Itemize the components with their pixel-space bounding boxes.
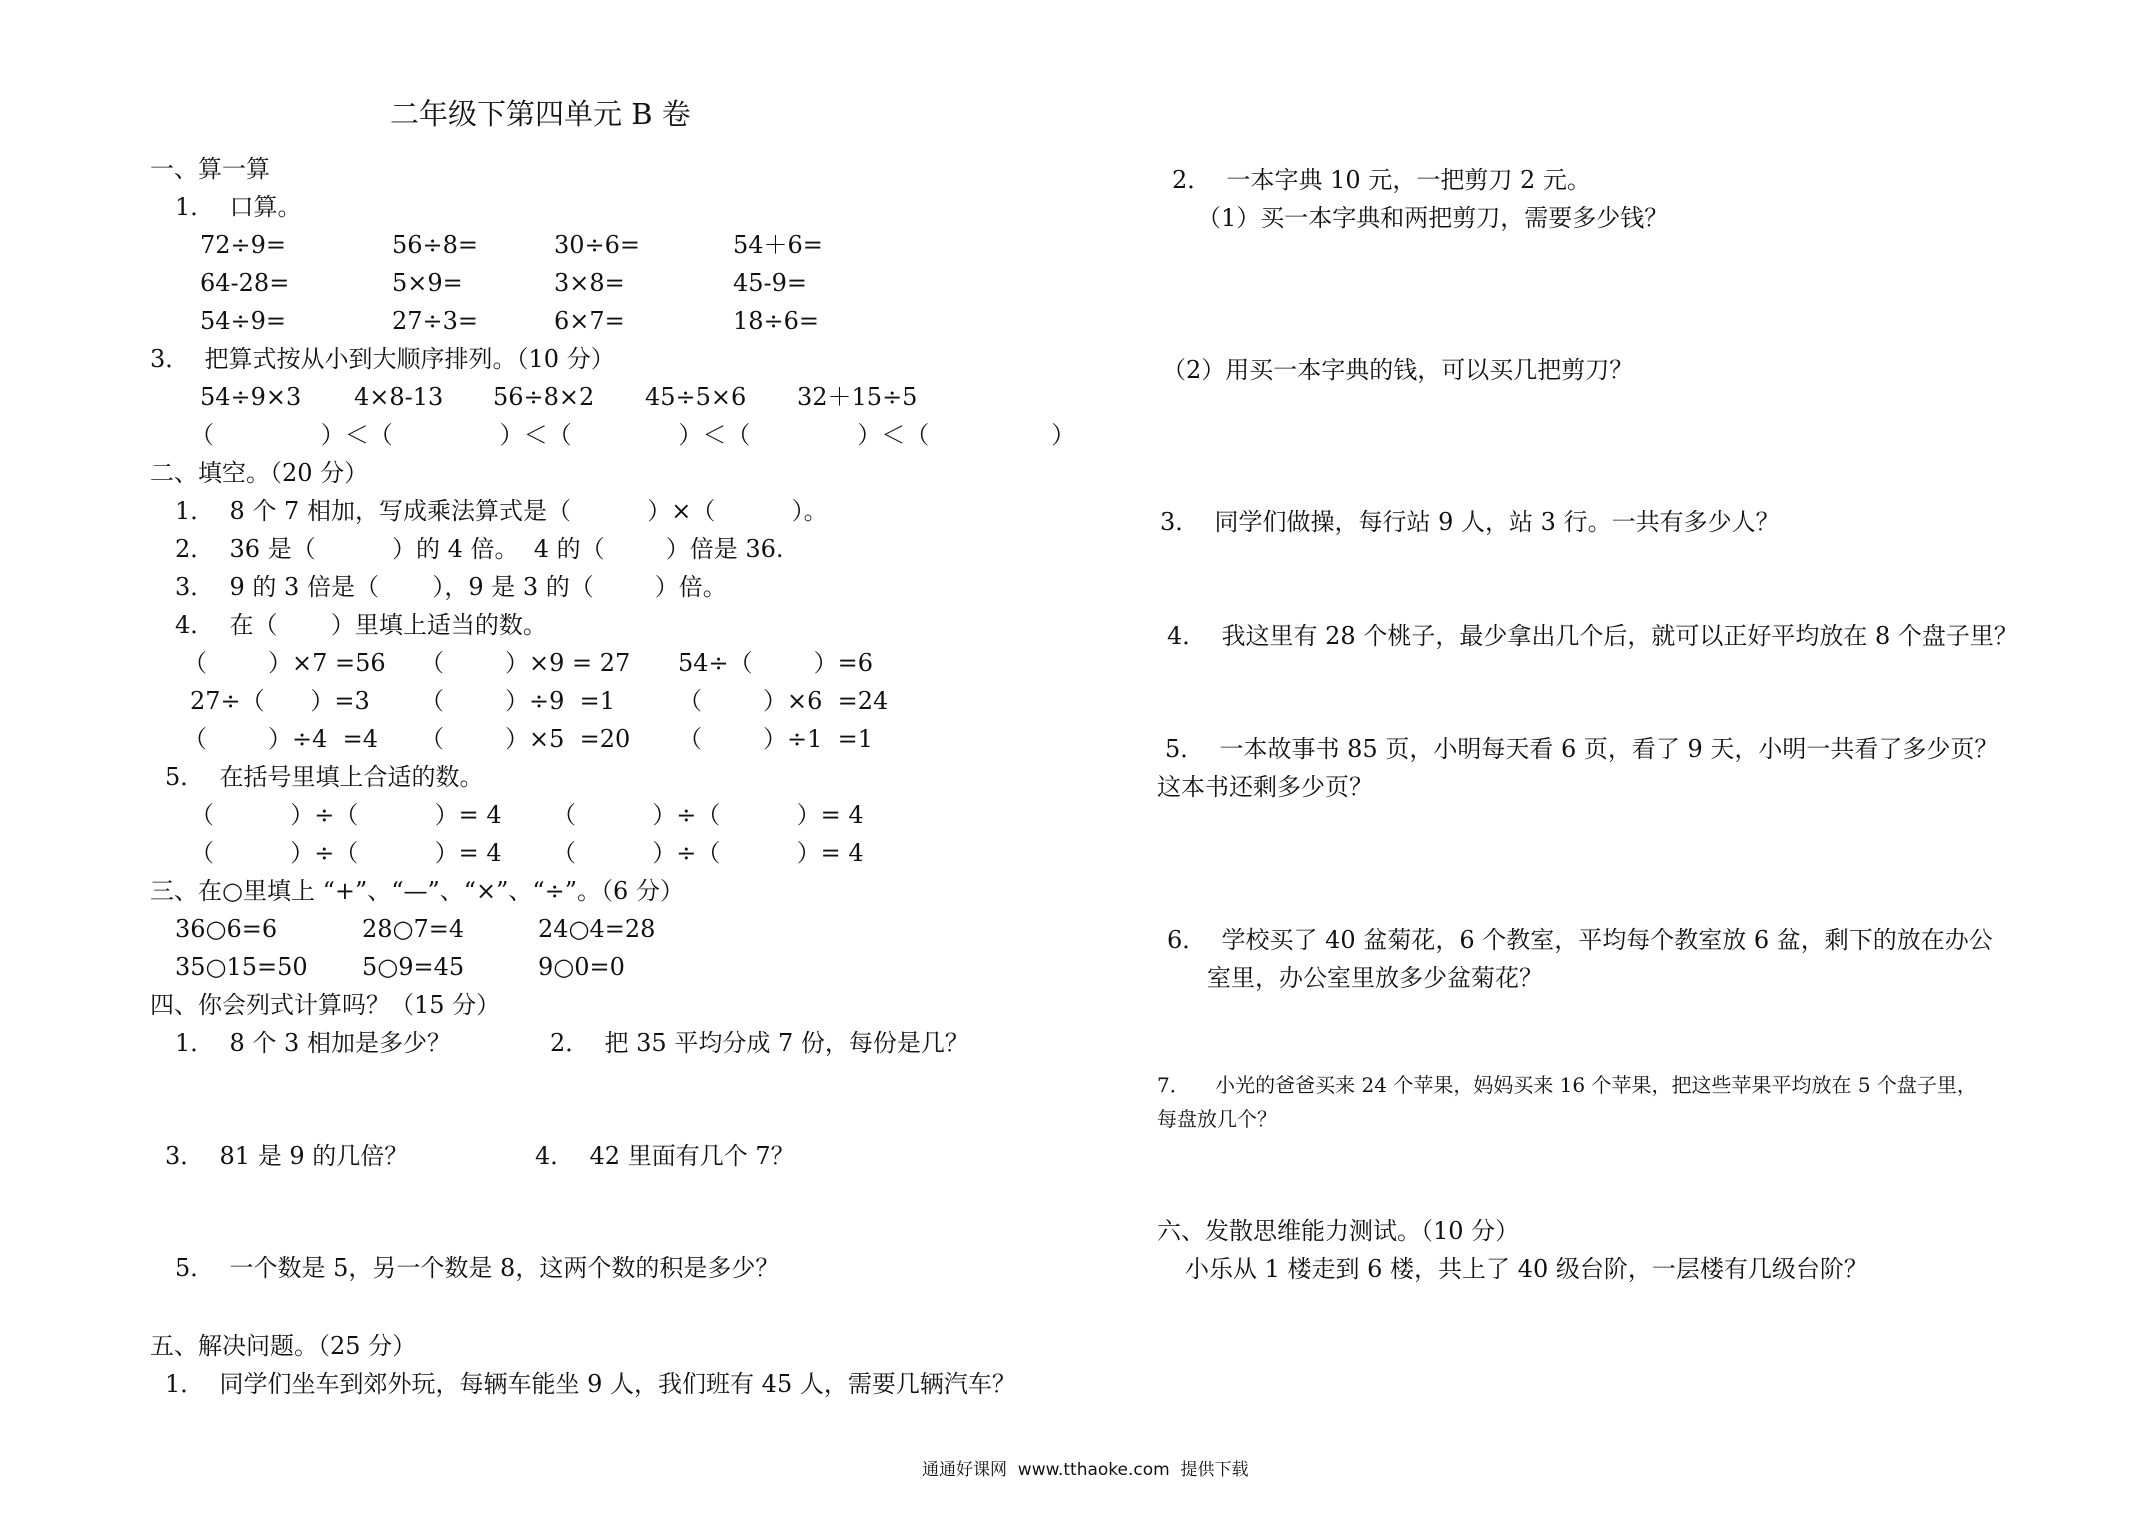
worksheet-line: 2． 一本字典 10 元，一把剪刀 2 元。: [1172, 166, 1591, 194]
worksheet-line: 35○15=50: [175, 953, 308, 981]
worksheet-line: 5○9=45: [362, 953, 465, 981]
worksheet-line: 56÷8×2: [493, 383, 595, 411]
worksheet-line: （ ）×6 =24: [678, 687, 889, 715]
worksheet-line: 9○0=0: [538, 953, 625, 981]
worksheet-line: 36○6=6: [175, 915, 278, 943]
worksheet-line: 二、填空。（20 分）: [150, 459, 369, 487]
worksheet-line: 每盘放几个？: [1157, 1107, 1277, 1131]
worksheet-line: 28○7=4: [362, 915, 465, 943]
worksheet-line: （ ）÷（ ）= 4: [552, 801, 864, 829]
worksheet-line: （ ）÷9 =1: [420, 687, 616, 715]
footer-text: 通通好课网 www.tthaoke.com 提供下载: [922, 1460, 1249, 1480]
worksheet-line: 1． 8 个 7 相加，写成乘法算式是（ ）×（ ）。: [175, 497, 828, 525]
worksheet-line: 4×8-13: [354, 383, 444, 411]
worksheet-line: 3． 81 是 9 的几倍？: [165, 1142, 409, 1170]
worksheet-line: 4． 在（ ）里填上适当的数。: [175, 611, 547, 639]
worksheet-line: 这本书还剩多少页？: [1157, 773, 1373, 801]
worksheet-line: 30÷6=: [554, 231, 641, 259]
worksheet-line: 六、发散思维能力测试。（10 分）: [1157, 1217, 1520, 1245]
worksheet-line: 3． 同学们做操，每行站 9 人，站 3 行。一共有多少人？: [1160, 508, 1780, 536]
worksheet-line: 室里，办公室里放多少盆菊花？: [1207, 964, 1543, 992]
worksheet-line: （2）用买一本字典的钱，可以买几把剪刀？: [1162, 356, 1634, 384]
worksheet-line: 64-28=: [200, 269, 290, 297]
worksheet-line: 4． 我这里有 28 个桃子，最少拿出几个后，就可以正好平均放在 8 个盘子里？: [1167, 622, 2018, 650]
worksheet-line: 五、解决问题。（25 分）: [150, 1332, 417, 1360]
worksheet-line: 54÷9=: [200, 307, 287, 335]
worksheet-line: 27÷3=: [392, 307, 479, 335]
worksheet-line: 5×9=: [392, 269, 463, 297]
worksheet-line: 四、你会列式计算吗？（15 分）: [150, 991, 501, 1019]
worksheet-line: （ ）÷4 =4: [183, 725, 379, 753]
worksheet-line: 54＋6=: [733, 231, 823, 259]
worksheet-line: 54÷（ ）=6: [678, 649, 874, 677]
worksheet-line: （ ）÷1 =1: [678, 725, 874, 753]
worksheet-line: 72÷9=: [200, 231, 287, 259]
worksheet-line: 7． 小光的爸爸买来 24 个苹果，妈妈买来 16 个苹果，把这些苹果平均放在 5 个盘子里，: [1157, 1073, 1977, 1097]
worksheet-line: 45÷5×6: [645, 383, 747, 411]
worksheet-line: 3． 把算式按从小到大顺序排列。（10 分）: [150, 345, 615, 373]
worksheet-line: （ ）×9 = 27: [420, 649, 631, 677]
worksheet-line: （ ）×5 =20: [420, 725, 631, 753]
worksheet-line: 24○4=28: [538, 915, 656, 943]
worksheet-line: 1． 同学们坐车到郊外玩，每辆车能坐 9 人，我们班有 45 人，需要几辆汽车？: [165, 1370, 1016, 1398]
worksheet-line: 2． 把 35 平均分成 7 份，每份是几？: [550, 1029, 969, 1057]
worksheet-line: （ ）×7 =56: [183, 649, 386, 677]
worksheet-line: 6×7=: [554, 307, 625, 335]
worksheet-line: 56÷8=: [392, 231, 479, 259]
worksheet-line: 一、算一算: [150, 155, 270, 183]
worksheet-line: 3×8=: [554, 269, 625, 297]
worksheet-line: 三、在○里填上 “+”、“—”、“×”、“÷”。（6 分）: [150, 877, 684, 905]
worksheet-line: 小乐从 1 楼走到 6 楼，共上了 40 级台阶，一层楼有几级台阶？: [1185, 1255, 1868, 1283]
worksheet-line: 1． 口算。: [175, 193, 302, 221]
worksheet-line: 2． 36 是（ ）的 4 倍。 4 的（ ）倍是 36.: [175, 535, 784, 563]
worksheet-line: 3． 9 的 3 倍是（ ），9 是 3 的（ ）倍。: [175, 573, 727, 601]
worksheet-line: 4． 42 里面有几个 7？: [535, 1142, 795, 1170]
worksheet-line: （ ）÷（ ）= 4: [190, 839, 502, 867]
worksheet-line: 54÷9×3: [200, 383, 302, 411]
page-title: 二年级下第四单元 B 卷: [390, 97, 691, 131]
worksheet-line: 45-9=: [733, 269, 808, 297]
worksheet-line: （ ）＜（ ）＜（ ）＜（ ）＜（ ）: [190, 421, 1076, 449]
worksheet-line: 5． 在括号里填上合适的数。: [165, 763, 484, 791]
worksheet-line: 27÷（ ）=3: [190, 687, 370, 715]
worksheet-line: 32＋15÷5: [797, 383, 918, 411]
worksheet-line: （ ）÷（ ）= 4: [190, 801, 502, 829]
worksheet-line: 18÷6=: [733, 307, 820, 335]
worksheet-line: （1）买一本字典和两把剪刀，需要多少钱？: [1197, 204, 1669, 232]
worksheet-line: 5． 一本故事书 85 页，小明每天看 6 页，看了 9 天，小明一共看了多少页？: [1165, 735, 1999, 763]
worksheet-line: （ ）÷（ ）= 4: [552, 839, 864, 867]
worksheet-line: 1． 8 个 3 相加是多少？: [175, 1029, 451, 1057]
worksheet-line: 5． 一个数是 5，另一个数是 8，这两个数的积是多少？: [175, 1254, 780, 1282]
worksheet-line: 6． 学校买了 40 盆菊花，6 个教室，平均每个教室放 6 盆，剩下的放在办公: [1167, 926, 1993, 954]
